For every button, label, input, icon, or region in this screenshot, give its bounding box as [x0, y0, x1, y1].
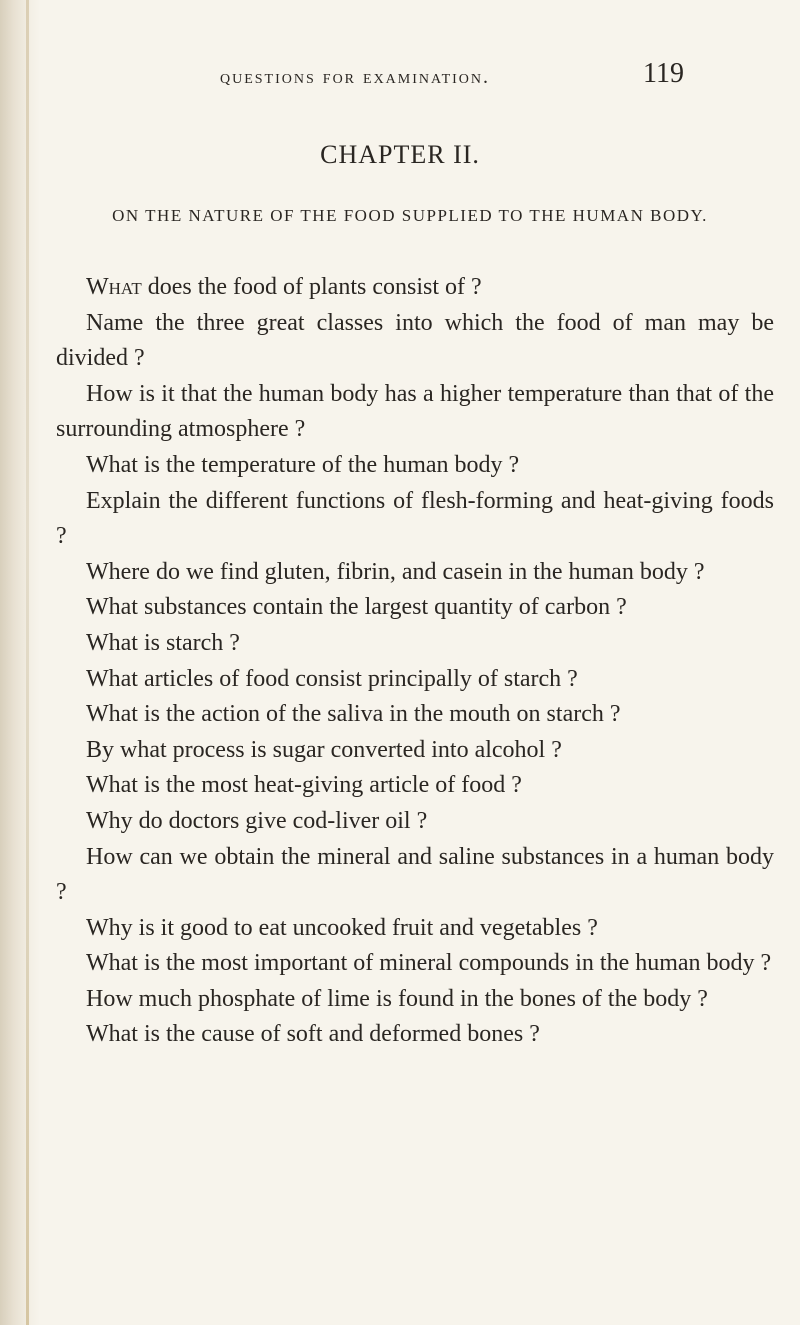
question-text: What articles of food consist principally of starch ? [86, 665, 578, 692]
binding-edge [26, 0, 29, 1325]
question-item [56, 982, 774, 1018]
question-text: Explain the different functions of flesh-forming and heat-giving foods ? [56, 487, 774, 550]
page-number: 119 [643, 58, 684, 89]
question-item [56, 270, 774, 306]
question-text: How much phosphate of lime is found in the bones of the body ? [86, 985, 708, 1012]
question-item [56, 555, 774, 591]
question-item [56, 626, 774, 662]
question-text: Where do we find gluten, fibrin, and casein in the human body ? [86, 558, 705, 585]
question-text: What is the most heat-giving article of food ? [86, 772, 522, 799]
running-head [0, 58, 800, 98]
chapter-title: CHAPTER II. [320, 140, 480, 169]
question-text: What is the action of the saliva in the mouth on starch ? [86, 701, 621, 728]
question-text: Name the three great classes into which the food of man may be divided ? [56, 309, 774, 372]
question-text: What is starch ? [86, 629, 240, 656]
question-text: How is it that the human body has a higher temperature than that of the surrounding atmosphere ? [56, 380, 774, 443]
question-text: Why do doctors give cod-liver oil ? [86, 807, 428, 834]
page-gutter-shadow [0, 0, 40, 1325]
question-item [56, 377, 774, 448]
question-item [56, 768, 774, 804]
question-item [56, 662, 774, 698]
question-text: By what process is sugar converted into alcohol ? [86, 736, 562, 763]
question-list [56, 270, 774, 1053]
question-text: Why is it good to eat uncooked fruit and vegetables ? [86, 914, 598, 941]
question-item [56, 697, 774, 733]
question-item [56, 306, 774, 377]
question-item [56, 1017, 774, 1053]
question-item [56, 946, 774, 982]
question-text: What is the temperature of the human body ? [86, 451, 520, 478]
question-text: What substances contain the largest quantity of carbon ? [86, 594, 627, 621]
question-item [56, 448, 774, 484]
question-text: How can we obtain the mineral and saline substances in a human body ? [56, 843, 774, 906]
question-text: What is the most important of mineral compounds in the human body ? [86, 950, 772, 977]
question-item [56, 804, 774, 840]
question-item [56, 590, 774, 626]
question-text: What is the cause of soft and deformed bones ? [86, 1021, 540, 1048]
running-title: questions for examination. [220, 66, 490, 88]
question-item [56, 911, 774, 947]
question-item [56, 733, 774, 769]
question-lead-word: What [86, 274, 142, 300]
question-item [56, 484, 774, 555]
chapter-subtitle: ON THE NATURE OF THE FOOD SUPPLIED TO THE HUMAN BODY. [112, 206, 708, 225]
question-text: does the food of plants consist of ? [141, 274, 482, 300]
question-item [56, 840, 774, 911]
